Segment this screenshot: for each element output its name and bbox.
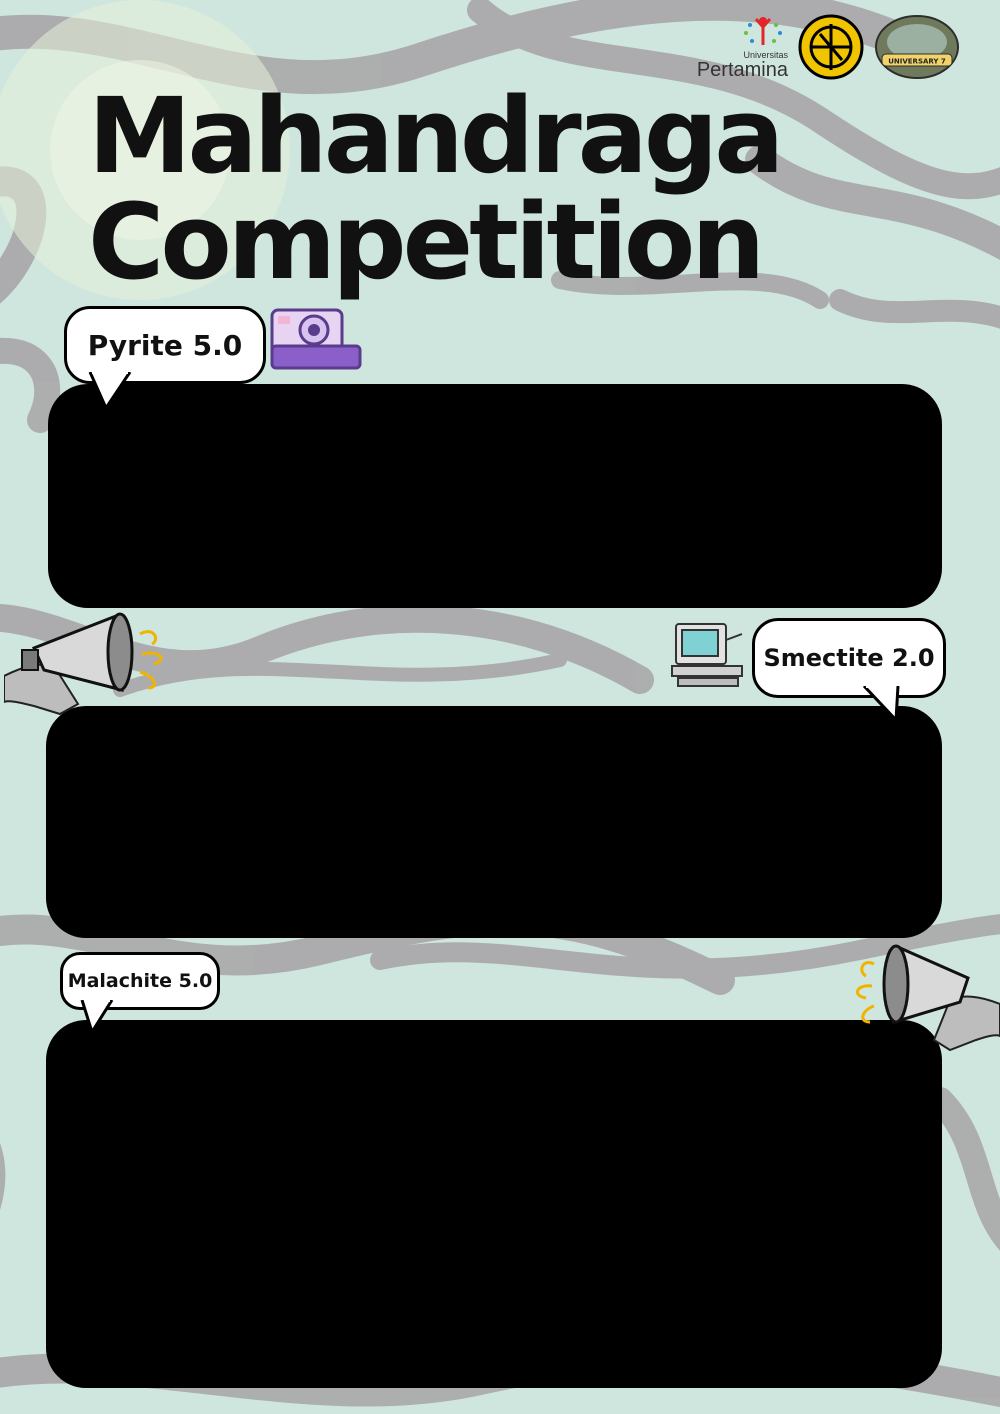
malachite-harapan-1: Juara Harapan 1 : Rp. 800.000, Piagam Penghargaan, Souvenir.	[66, 1279, 626, 1301]
mahandraga-emblem-icon	[798, 14, 864, 80]
logo-university-name: Pertamina	[696, 58, 788, 81]
pyrite-prize-2: b. Juara 2: Uang Saku Rp. 500.000 dan Piagam Penghargaan	[74, 523, 612, 545]
pertamina-logo	[697, 15, 788, 80]
anniversary-badge-icon	[874, 14, 960, 80]
malachite-title: Malachite 5.0	[67, 970, 213, 992]
pyrite-description: “Pyrite 5.0” adalah Kompetisi Geosketch merupakan ajang edukasi dan kompetisi menggambar sketsa bentang alam (Geomorfologi) dan singkapan batuan (outcrops) yang kreatif, informatif dan estetis sebagai media informasi, edukasi dan konservasi.	[66, 405, 914, 441]
page-title-line2: Competition	[88, 181, 762, 303]
svg-text:UNIVERSARY 7: UNIVERSARY 7	[888, 57, 946, 66]
sponsor-logos	[697, 14, 960, 80]
malachite-registration: Registration : bit.ly/LOMBAMALACHITE	[636, 1352, 902, 1369]
pyrite-prize-1: a. Juara 1: Uang Saku Rp. 700.000 dan Piagam Penghargaan	[74, 494, 612, 516]
pyrite-prize-3: c. Juara 3: Uang Saku Rp. 250.000 dan Piagam Penghargaan	[74, 552, 611, 574]
malachite-prize-1: Juara 1 : Medali Emas, Uang Saku Rp.3.500.000, Piagam Penghargaan, Souvenir.	[66, 1158, 782, 1180]
smectite-description: “SMECTITE 2.0” merupakan salah satu rangkaian acara dari kegiatan “Anniversary Mahandraga 7.0”. Kegiatan ini merupakan olimpiade di bidang kebumian dengan skala nasional dengan target peserta siswa/i SMA/SMK/sederajat.Kegiatan ini bertemakan “Earth, Energy and Geology: Understanding of Earth for Utilize Potential of Energy Resources”	[66, 720, 916, 774]
megaphone-icon	[4, 606, 179, 716]
malachite-harapan-2: Juara Harapan 2 : Rp. 500.000, Piagam Penghargaan, Souvenir.	[66, 1309, 626, 1331]
pyrite-title: Pyrite 5.0	[87, 328, 243, 362]
malachite-prize-3: Juara 3 : Medali Emas, Uang Saku Rp.1.500.000, Piagam Penghargaan, Souvenir	[66, 1219, 778, 1241]
pyrite-contact: Contact Person : Pierre : +62 858-3416-1292 Registration : bit.ly/LOMBAPYRITE	[405, 582, 908, 598]
logo-university-small: Universitas	[743, 49, 788, 60]
computer-icon	[668, 620, 748, 690]
smectite-prize-1: Juara 1 : Medali Emas, Uang Saku Rp.4.000.000, Piagam Penghargaan, Souvenir.	[66, 814, 782, 836]
malachite-prize-2: Juara 2 : Medali Emas, Uang Saku Rp.2.500.000, Piagam Penghargaan, Souvenir.	[66, 1188, 782, 1210]
malachite-contact-2: Dina : +62 858 84707962	[436, 1360, 572, 1374]
malachite-reward-label: • Reward	[84, 1128, 178, 1152]
malachite-description: “MALACHITE 5.0” adalah kegiatan perlombaan paper nasional untuk seluruh mahasiswa akktif di seluruh Indonesia yang dilaksanakan oleh Himpunan Mahasiswa Teknik Geologi “Mahandraga”. Tema dari kegiatan lomba paper ilmiah ini yaitu “Peran Geosience Dalam Mendukung Pembangunan Berkelanjutan SDGs 2030” dengan cakupan energi yang dapat dipilih menjadi topik utama lomba paper ilmiah antara lain : Geothermal, Oil and Gas, Minerals, Hydrogeologist.	[66, 1037, 916, 1115]
pyrite-reward-label: • Reward	[90, 462, 184, 486]
smectite-title: Smectite 2.0	[763, 644, 935, 672]
malachite-contact-1: Contact Person : Pitaloka : +62 877 78655051	[338, 1342, 584, 1356]
smectite-prize-3: Juara 3 : Medali Emas, Uang Saku Rp.1.000.000, Piagam Penghargaan, Souvenir.	[66, 874, 782, 896]
smectite-contact: Contact Person : Ina : +62 831 21673412 Registration : bit.ly/LOMBASMECTITE	[345, 912, 898, 929]
pertamina-emblem-icon	[738, 15, 788, 47]
page-title-line1: Mahandraga	[88, 75, 781, 197]
smectite-reward-label: • Reward	[84, 782, 178, 806]
bubble-tail-icon-small	[78, 1000, 128, 1036]
smectite-prize-2: Juara 2 : Medali Emas, Uang Saku Rp.2.500.000, Piagam Penghargaan, Souvenir.	[66, 844, 782, 866]
instant-camera-icon	[268, 308, 364, 370]
